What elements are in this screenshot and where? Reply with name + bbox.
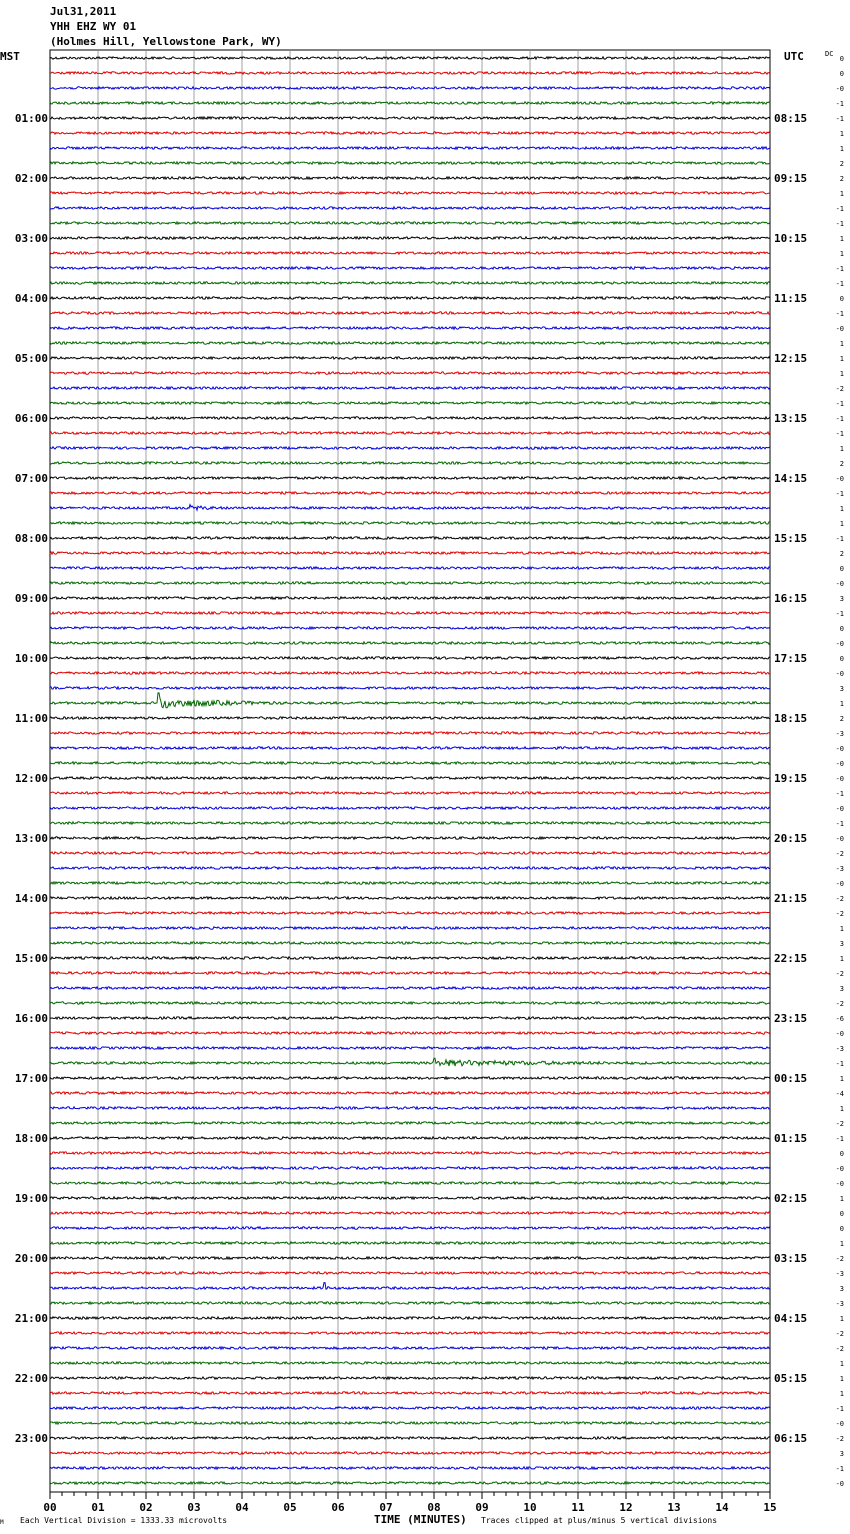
left-hour-label: 22:00	[14, 1372, 48, 1385]
trace-69	[50, 1092, 770, 1094]
dc-offset-label: 1	[839, 190, 844, 198]
trace-74	[50, 1167, 770, 1169]
dc-offset-label: -2	[835, 895, 844, 903]
trace-77	[50, 1212, 770, 1214]
trace-66	[50, 1047, 770, 1049]
dc-offset-label: 1	[839, 445, 844, 453]
left-hour-label: 12:00	[14, 772, 48, 785]
dc-offset-label: -2	[835, 1000, 844, 1008]
trace-37	[50, 612, 770, 614]
left-hour-label: 15:00	[14, 952, 48, 965]
dc-offset-label: 1	[839, 955, 844, 963]
trace-22	[50, 387, 770, 389]
trace-5	[50, 132, 770, 134]
trace-68	[50, 1077, 770, 1079]
trace-65	[50, 1032, 770, 1034]
dc-offset-label: 0	[839, 1225, 844, 1233]
right-hour-label: 16:15	[774, 592, 808, 605]
trace-49	[50, 792, 770, 794]
dc-offset-label: -0	[835, 670, 844, 678]
dc-offset-label: 0	[839, 295, 844, 303]
trace-2	[50, 87, 770, 89]
dc-offset-label: 3	[839, 1285, 844, 1293]
dc-offset-label: -2	[835, 1330, 844, 1338]
left-hour-label: 18:00	[14, 1132, 48, 1145]
trace-88	[50, 1377, 770, 1379]
dc-offset-label: -1	[835, 415, 844, 423]
chart-date: Jul31,2011	[50, 5, 117, 18]
dc-offset-label: -0	[835, 880, 844, 888]
trace-92	[50, 1437, 770, 1439]
trace-12	[50, 237, 770, 239]
dc-offset-label: 0	[839, 625, 844, 633]
right-hour-label: 09:15	[774, 172, 808, 185]
trace-46	[50, 747, 770, 749]
dc-offset-label: -0	[835, 1165, 844, 1173]
left-hour-label: 14:00	[14, 892, 48, 905]
trace-24	[50, 417, 770, 419]
dc-offset-label: -1	[835, 1465, 844, 1473]
dc-offset-label: -0	[835, 805, 844, 813]
trace-53	[50, 852, 770, 854]
x-tick-label: 05	[283, 1501, 297, 1514]
trace-7	[50, 162, 770, 164]
right-hour-label: 22:15	[774, 952, 808, 965]
right-hour-label: 19:15	[774, 772, 808, 785]
dc-offset-label: -1	[835, 115, 844, 123]
dc-offset-label: 0	[839, 565, 844, 573]
left-hour-label: 11:00	[14, 712, 48, 725]
left-hour-label: 06:00	[14, 412, 48, 425]
dc-offset-label: 1	[839, 1375, 844, 1383]
trace-75	[50, 1182, 770, 1184]
trace-47	[50, 762, 770, 764]
scale-note: Each Vertical Division = 1333.33 microvolts	[20, 1516, 228, 1525]
right-hour-label: 11:15	[774, 292, 808, 305]
trace-54	[50, 867, 770, 869]
dc-offset-label: -1	[835, 490, 844, 498]
right-hour-label: 12:15	[774, 352, 808, 365]
trace-51	[50, 822, 770, 824]
trace-21	[50, 372, 770, 374]
dc-offset-label: 1	[839, 145, 844, 153]
trace-44	[50, 717, 770, 719]
trace-41	[50, 672, 770, 674]
dc-offset-label: -1	[835, 820, 844, 828]
right-hour-label: 06:15	[774, 1432, 808, 1445]
right-hour-label: 01:15	[774, 1132, 808, 1145]
trace-38	[50, 627, 770, 629]
trace-32	[50, 537, 770, 539]
trace-84	[50, 1317, 770, 1319]
dc-offset-label: 2	[839, 715, 844, 723]
x-tick-label: 02	[139, 1501, 153, 1514]
trace-50	[50, 807, 770, 809]
trace-81	[50, 1272, 770, 1274]
dc-offset-label: -1	[835, 100, 844, 108]
dc-offset-label: 1	[839, 925, 844, 933]
left-hour-label: 21:00	[14, 1312, 48, 1325]
x-tick-label: 11	[571, 1501, 585, 1514]
trace-82	[50, 1283, 770, 1290]
dc-offset-label: -2	[835, 850, 844, 858]
dc-offset-label: -2	[835, 970, 844, 978]
trace-11	[50, 222, 770, 224]
trace-62	[50, 987, 770, 989]
dc-offset-label: -1	[835, 1060, 844, 1068]
trace-40	[50, 657, 770, 659]
trace-8	[50, 177, 770, 179]
dc-offset-label: -0	[835, 745, 844, 753]
dc-offset-label: -0	[835, 325, 844, 333]
dc-offset-label: -2	[835, 1255, 844, 1263]
dc-offset-label: 3	[839, 595, 844, 603]
dc-offset-label: 3	[839, 1450, 844, 1458]
dc-offset-label: 1	[839, 1390, 844, 1398]
dc-offset-label: 1	[839, 1105, 844, 1113]
trace-55	[50, 882, 770, 884]
x-tick-label: 09	[475, 1501, 489, 1514]
right-hour-label: 14:15	[774, 472, 808, 485]
trace-64	[50, 1017, 770, 1019]
left-hour-label: 16:00	[14, 1012, 48, 1025]
trace-36	[50, 597, 770, 599]
trace-31	[50, 522, 770, 524]
trace-17	[50, 312, 770, 314]
trace-90	[50, 1407, 770, 1409]
dc-offset-label: -1	[835, 265, 844, 273]
left-hour-label: 10:00	[14, 652, 48, 665]
trace-33	[50, 552, 770, 554]
trace-85	[50, 1332, 770, 1334]
trace-15	[50, 282, 770, 284]
dc-offset-label: -1	[835, 280, 844, 288]
dc-offset-label: -0	[835, 1030, 844, 1038]
right-hour-label: 21:15	[774, 892, 808, 905]
trace-80	[50, 1257, 770, 1259]
dc-offset-label: 1	[839, 1240, 844, 1248]
dc-offset-label: -1	[835, 205, 844, 213]
dc-offset-label: 0	[839, 70, 844, 78]
right-hour-label: 10:15	[774, 232, 808, 245]
trace-45	[50, 732, 770, 734]
dc-offset-label: 1	[839, 1195, 844, 1203]
dc-offset-label: -0	[835, 580, 844, 588]
dc-offset-label: 3	[839, 940, 844, 948]
trace-25	[50, 432, 770, 434]
dc-offset-label: -1	[835, 310, 844, 318]
right-hour-label: 20:15	[774, 832, 808, 845]
left-hour-label: 05:00	[14, 352, 48, 365]
trace-71	[50, 1122, 770, 1124]
left-hour-label: 09:00	[14, 592, 48, 605]
trace-86	[50, 1347, 770, 1349]
trace-39	[50, 642, 770, 644]
trace-29	[50, 492, 770, 494]
x-tick-label: 01	[91, 1501, 105, 1514]
dc-offset-label: 1	[839, 505, 844, 513]
left-hour-label: 02:00	[14, 172, 48, 185]
trace-20	[50, 357, 770, 359]
trace-9	[50, 192, 770, 194]
trace-28	[50, 477, 770, 479]
trace-72	[50, 1137, 770, 1139]
left-hour-label: 20:00	[14, 1252, 48, 1265]
dc-offset-label: -3	[835, 1045, 844, 1053]
trace-91	[50, 1422, 770, 1424]
dc-offset-label: -2	[835, 910, 844, 918]
dc-offset-label: -2	[835, 1435, 844, 1443]
trace-52	[50, 837, 770, 839]
trace-14	[50, 267, 770, 269]
dc-offset-label: -0	[835, 475, 844, 483]
trace-30	[50, 505, 770, 511]
dc-offset-label: 2	[839, 550, 844, 558]
trace-34	[50, 567, 770, 569]
trace-3	[50, 102, 770, 104]
dc-offset-label: -0	[835, 85, 844, 93]
trace-57	[50, 912, 770, 914]
trace-70	[50, 1107, 770, 1109]
trace-19	[50, 342, 770, 344]
trace-group	[50, 57, 770, 1484]
dc-offset-label: 0	[839, 55, 844, 63]
trace-23	[50, 402, 770, 404]
plot-frame	[50, 50, 770, 1492]
right-hour-label: 17:15	[774, 652, 808, 665]
plot-grid	[50, 50, 770, 1492]
dc-offset-label: -3	[835, 865, 844, 873]
dc-offset-label: -1	[835, 400, 844, 408]
right-hour-label: 03:15	[774, 1252, 808, 1265]
trace-79	[50, 1242, 770, 1244]
dc-offset-label: -0	[835, 1480, 844, 1488]
x-axis	[43, 1492, 776, 1514]
trace-94	[50, 1467, 770, 1469]
trace-93	[50, 1452, 770, 1454]
x-tick-label: 06	[331, 1501, 345, 1514]
x-tick-label: 13	[667, 1501, 681, 1514]
right-hour-label: 05:15	[774, 1372, 808, 1385]
dc-offset-label: 1	[839, 340, 844, 348]
trace-95	[50, 1482, 770, 1484]
trace-76	[50, 1197, 770, 1199]
dc-offset-label: 0	[839, 655, 844, 663]
left-hour-label: 01:00	[14, 112, 48, 125]
trace-0	[50, 57, 770, 59]
right-hour-label: 08:15	[774, 112, 808, 125]
trace-48	[50, 777, 770, 779]
trace-63	[50, 1002, 770, 1004]
trace-16	[50, 297, 770, 299]
dc-offset-label: -1	[835, 610, 844, 618]
corner-mark: M	[0, 1519, 4, 1526]
dc-offset-label: 1	[839, 235, 844, 243]
x-tick-label: 10	[523, 1501, 537, 1514]
trace-87	[50, 1362, 770, 1364]
x-tick-label: 00	[43, 1501, 57, 1514]
x-tick-label: 04	[235, 1501, 249, 1514]
dc-offset-label: 2	[839, 460, 844, 468]
trace-67	[50, 1058, 770, 1066]
dc-offset-label: 1	[839, 1315, 844, 1323]
trace-35	[50, 582, 770, 584]
dc-offset-label: 1	[839, 520, 844, 528]
dc-offset-label: -1	[835, 790, 844, 798]
right-hour-label: 02:15	[774, 1192, 808, 1205]
dc-offset-label: 1	[839, 130, 844, 138]
left-hour-label: 03:00	[14, 232, 48, 245]
dc-offset-label: -0	[835, 835, 844, 843]
dc-offset-label: 1	[839, 1360, 844, 1368]
left-hour-label: 17:00	[14, 1072, 48, 1085]
station-code: YHH EHZ WY 01	[50, 20, 137, 33]
trace-13	[50, 252, 770, 254]
x-tick-label: 15	[763, 1501, 777, 1514]
station-location: (Holmes Hill, Yellowstone Park, WY)	[50, 35, 282, 48]
right-hour-label: 23:15	[774, 1012, 808, 1025]
x-tick-label: 08	[427, 1501, 441, 1514]
dc-offset-label: -0	[835, 1420, 844, 1428]
dc-offset-label: -0	[835, 1180, 844, 1188]
dc-header-label: DC	[825, 50, 834, 58]
trace-89	[50, 1392, 770, 1394]
dc-offset-label: -1	[835, 430, 844, 438]
dc-offset-label: -6	[835, 1015, 844, 1023]
dc-offset-label: -2	[835, 1345, 844, 1353]
dc-offset-label: 1	[839, 355, 844, 363]
dc-offset-label: -3	[835, 1300, 844, 1308]
dc-offset-label: -0	[835, 640, 844, 648]
x-tick-label: 07	[379, 1501, 393, 1514]
right-hour-label: 00:15	[774, 1072, 808, 1085]
dc-offset-label: 3	[839, 685, 844, 693]
trace-26	[50, 447, 770, 449]
trace-42	[50, 687, 770, 689]
dc-offset-label: -2	[835, 1120, 844, 1128]
left-hour-label: 04:00	[14, 292, 48, 305]
dc-offset-label: 3	[839, 985, 844, 993]
x-tick-label: 03	[187, 1501, 201, 1514]
dc-offset-label: -1	[835, 220, 844, 228]
trace-78	[50, 1227, 770, 1229]
dc-offset-label: 1	[839, 370, 844, 378]
right-timezone-label: UTC	[784, 50, 804, 63]
dc-offset-label: -3	[835, 730, 844, 738]
dc-offset-label: -3	[835, 1270, 844, 1278]
trace-6	[50, 147, 770, 149]
left-hour-label: 08:00	[14, 532, 48, 545]
trace-18	[50, 327, 770, 329]
left-hour-label: 07:00	[14, 472, 48, 485]
right-hour-label: 13:15	[774, 412, 808, 425]
trace-59	[50, 942, 770, 944]
x-tick-label: 12	[619, 1501, 633, 1514]
dc-offset-label: 0	[839, 1210, 844, 1218]
trace-61	[50, 972, 770, 974]
dc-offset-label: -1	[835, 535, 844, 543]
dc-offset-label: 2	[839, 160, 844, 168]
dc-offset-label: -2	[835, 385, 844, 393]
dc-offset-label: 1	[839, 700, 844, 708]
trace-4	[50, 117, 770, 119]
right-hour-label: 15:15	[774, 532, 808, 545]
trace-56	[50, 897, 770, 899]
clip-note: Traces clipped at plus/minus 5 vertical divisions	[481, 1516, 718, 1525]
x-axis-title: TIME (MINUTES)	[374, 1513, 467, 1526]
dc-offset-label: -1	[835, 1135, 844, 1143]
left-hour-label: 13:00	[14, 832, 48, 845]
dc-offset-label: -4	[835, 1090, 844, 1098]
dc-offset-label: 2	[839, 175, 844, 183]
x-tick-label: 14	[715, 1501, 729, 1514]
left-hour-label: 19:00	[14, 1192, 48, 1205]
trace-10	[50, 207, 770, 209]
trace-1	[50, 72, 770, 74]
trace-73	[50, 1152, 770, 1154]
dc-offset-label: 1	[839, 1075, 844, 1083]
left-timezone-label: MST	[0, 50, 20, 63]
right-hour-label: 18:15	[774, 712, 808, 725]
dc-offset-label: 0	[839, 1150, 844, 1158]
dc-offset-label: -0	[835, 760, 844, 768]
trace-43	[50, 693, 770, 708]
trace-83	[50, 1302, 770, 1304]
left-hour-label: 23:00	[14, 1432, 48, 1445]
dc-offset-label: -1	[835, 1405, 844, 1413]
dc-offset-label: 1	[839, 250, 844, 258]
trace-27	[50, 462, 770, 464]
dc-offset-label: -0	[835, 775, 844, 783]
trace-60	[50, 957, 770, 959]
right-hour-label: 04:15	[774, 1312, 808, 1325]
trace-58	[50, 927, 770, 929]
